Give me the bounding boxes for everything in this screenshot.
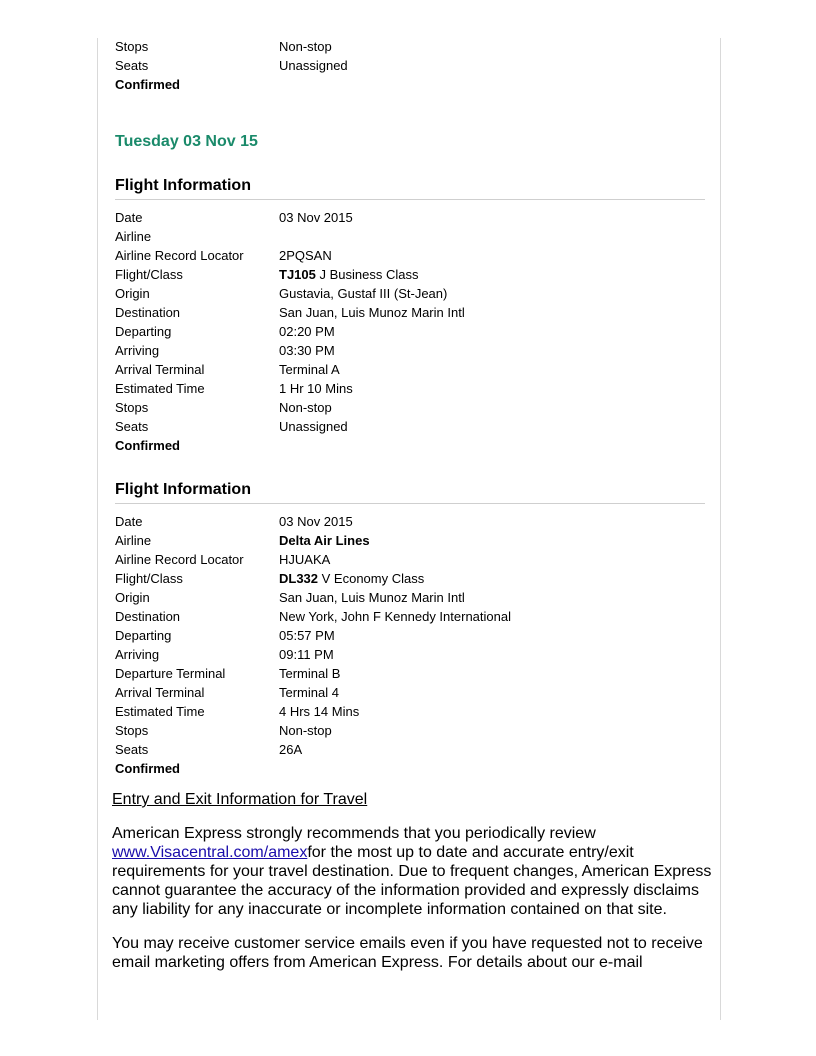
detail-value [279,265,705,284]
detail-label: Arriving [115,647,160,662]
day-heading: Tuesday 03 Nov 15 [115,133,258,150]
detail-row-locator [115,550,705,569]
fare-class: V Economy Class [318,571,425,586]
detail-value: 2PQSAN [279,248,332,263]
detail-value: Terminal 4 [279,685,339,700]
detail-label: Stops [115,723,149,738]
entry-exit-paragraph [112,824,712,919]
detail-row-destination [115,303,705,322]
section-title: Flight Information [115,480,705,504]
detail-row-arriving [115,341,705,360]
detail-value: Non-stop [279,39,332,54]
detail-label: Flight/Class [115,267,183,282]
detail-value: Non-stop [279,723,332,738]
detail-label: Airline [115,229,152,244]
detail-row-departing [115,322,705,341]
detail-row [115,37,705,56]
detail-label: Seats [115,58,149,73]
booking-status: Confirmed [115,77,180,92]
previous-flight-tail [115,37,705,94]
detail-value: San Juan, Luis Munoz Marin Intl [279,305,465,320]
paragraph-text: for the most up to date and accurate entry/exit requirements for your travel destination. Due to frequent changes, American Express cannot guarantee the accuracy of the information provided and expressly disclaims any liability for any inaccurate or incomplete information contained on that site. [112,844,712,918]
detail-value [279,227,705,246]
detail-value: 03:30 PM [279,343,335,358]
detail-value: New York, John F Kennedy International [279,609,511,624]
detail-value: Gustavia, Gustaf III (St-Jean) [279,286,448,301]
detail-label: Seats [115,742,149,757]
detail-value: HJUAKA [279,552,331,567]
detail-label: Seats [115,419,149,434]
detail-label: Destination [115,305,181,320]
detail-value: Unassigned [279,58,348,73]
paragraph-text: American Express strongly recommends that you periodically review [112,825,596,842]
detail-label: Airline Record Locator [115,248,244,263]
detail-row-departure-terminal [115,664,705,683]
detail-value: 05:57 PM [279,628,335,643]
detail-label: Estimated Time [115,704,205,719]
detail-label: Flight/Class [115,571,183,586]
section-title: Flight Information [115,176,705,200]
detail-label: Origin [115,286,150,301]
detail-label: Stops [115,39,149,54]
detail-label: Departing [115,628,172,643]
detail-row-flight-class [115,265,705,284]
detail-row-flight-class [115,569,705,588]
detail-row-estimated-time [115,379,705,398]
detail-value: Delta Air Lines [279,533,370,548]
detail-label: Date [115,514,143,529]
detail-value [279,569,705,588]
detail-label: Arriving [115,343,160,358]
detail-row-stops [115,398,705,417]
detail-label: Airline [115,533,152,548]
entry-exit-section [112,790,712,987]
booking-status: Confirmed [115,438,180,453]
visacentral-link[interactable]: www.Visacentral.com/amex [112,844,308,861]
detail-value: San Juan, Luis Munoz Marin Intl [279,590,465,605]
email-notice-paragraph: You may receive customer service emails even if you have requested not to receive email marketing offers from American Express. For details about our e-mail [112,935,703,971]
detail-row-arriving [115,645,705,664]
fare-class: J Business Class [315,267,419,282]
detail-row-date [115,208,705,227]
flight-number: TJ105 [279,267,316,282]
detail-value: 26A [279,742,303,757]
entry-exit-title: Entry and Exit Information for Travel [112,791,368,808]
detail-row-airline [115,531,705,550]
detail-value: 02:20 PM [279,324,335,339]
detail-label: Date [115,210,143,225]
detail-row-stops [115,721,705,740]
detail-label: Arrival Terminal [115,362,205,377]
detail-label: Airline Record Locator [115,552,244,567]
detail-value: Terminal B [279,666,341,681]
detail-label: Departing [115,324,172,339]
detail-label: Origin [115,590,150,605]
detail-label: Destination [115,609,181,624]
detail-label: Departure Terminal [115,666,226,681]
detail-row-seats [115,417,705,436]
detail-row-date [115,512,705,531]
detail-label: Estimated Time [115,381,205,396]
detail-row-destination [115,607,705,626]
detail-value: Unassigned [279,419,348,434]
detail-row-estimated-time [115,702,705,721]
detail-row-arrival-terminal [115,360,705,379]
detail-row-arrival-terminal [115,683,705,702]
flight-number: DL332 [279,571,319,586]
itinerary-content [115,37,705,778]
flight-section-1 [115,176,705,455]
detail-value: 09:11 PM [279,647,334,662]
detail-value: 4 Hrs 14 Mins [279,704,360,719]
booking-status: Confirmed [115,761,180,776]
detail-value: 03 Nov 2015 [279,514,353,529]
detail-value: 03 Nov 2015 [279,210,353,225]
flight-section-2 [115,480,705,778]
detail-label: Arrival Terminal [115,685,205,700]
detail-row [115,56,705,75]
detail-row-seats [115,740,705,759]
detail-label: Stops [115,400,149,415]
detail-row-origin [115,588,705,607]
detail-value: 1 Hr 10 Mins [279,381,353,396]
detail-value: Terminal A [279,362,340,377]
detail-row-departing [115,626,705,645]
detail-row-origin [115,284,705,303]
detail-row-locator [115,246,705,265]
detail-row-airline [115,227,705,246]
detail-value: Non-stop [279,400,332,415]
